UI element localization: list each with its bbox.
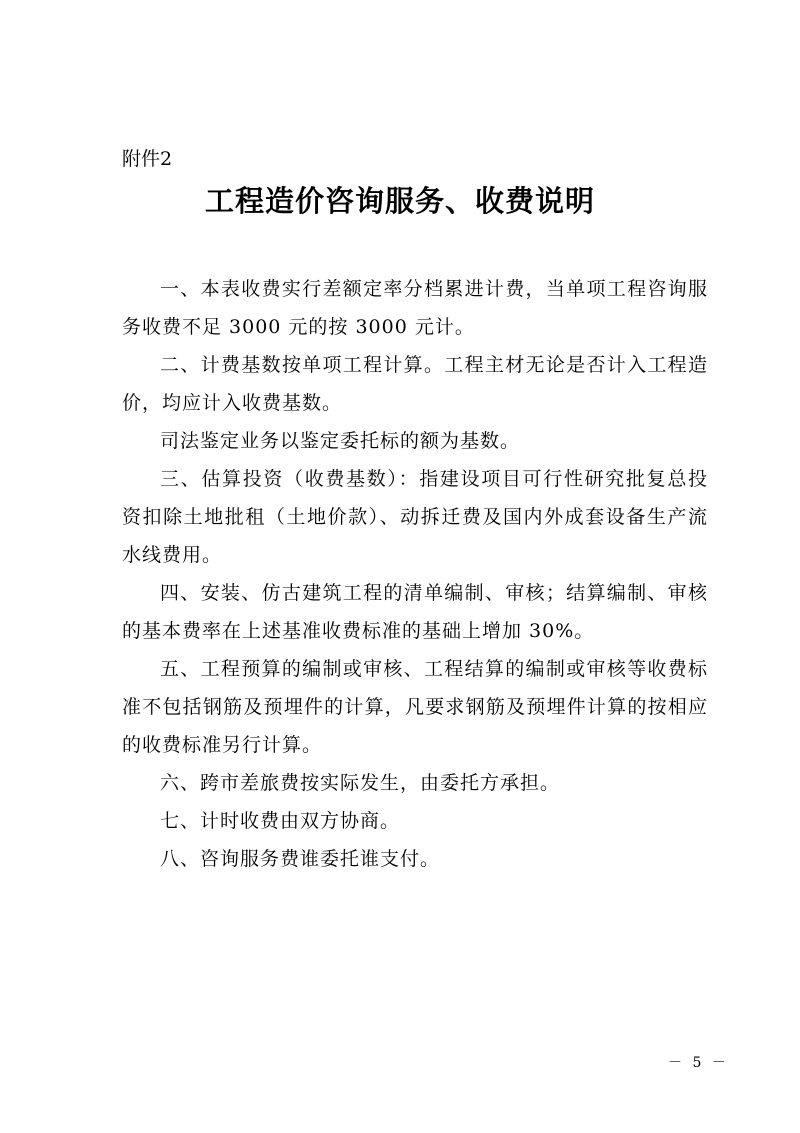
page-number: － 5 －: [668, 1055, 729, 1071]
paragraph-rebar-exclusion: 五、工程预算的编制或审核、工程结算的编制或审核等收费标准不包括钢筋及预埋件的计算，凡要求钢筋及预埋件计算的按相应的收费标准另行计算。: [122, 658, 708, 756]
paragraph-installation-surcharge: 四、安装、仿古建筑工程的清单编制、审核；结算编制、审核的基本费率在上述基准收费标准的基础上增加 30%。: [122, 582, 708, 642]
paragraph-travel-expenses: 六、跨市差旅费按实际发生，由委托方承担。: [160, 772, 561, 794]
paragraph-hourly-fees: 七、计时收费由双方协商。: [160, 810, 401, 832]
attachment-label: 附件2: [122, 148, 173, 170]
paragraph-fee-base: 二、计费基数按单项工程计算。工程主材无论是否计入工程造价，均应计入收费基数。: [122, 354, 708, 414]
document-body: [122, 270, 708, 878]
paragraph-judicial-appraisal: 司法鉴定业务以鉴定委托标的额为基数。: [160, 430, 521, 452]
paragraph-payment: 八、咨询服务费谁委托谁支付。: [160, 848, 441, 870]
document-title: 工程造价咨询服务、收费说明: [204, 184, 595, 218]
paragraph-estimated-investment: 三、估算投资（收费基数）：指建设项目可行性研究批复总投资扣除土地批租（土地价款）、动拆迁费及国内外成套设备生产流水线费用。: [122, 468, 708, 566]
paragraph-fee-tiers: 一、本表收费实行差额定率分档累进计费，当单项工程咨询服务收费不足 3000 元的按 3000 元计。: [122, 278, 708, 338]
